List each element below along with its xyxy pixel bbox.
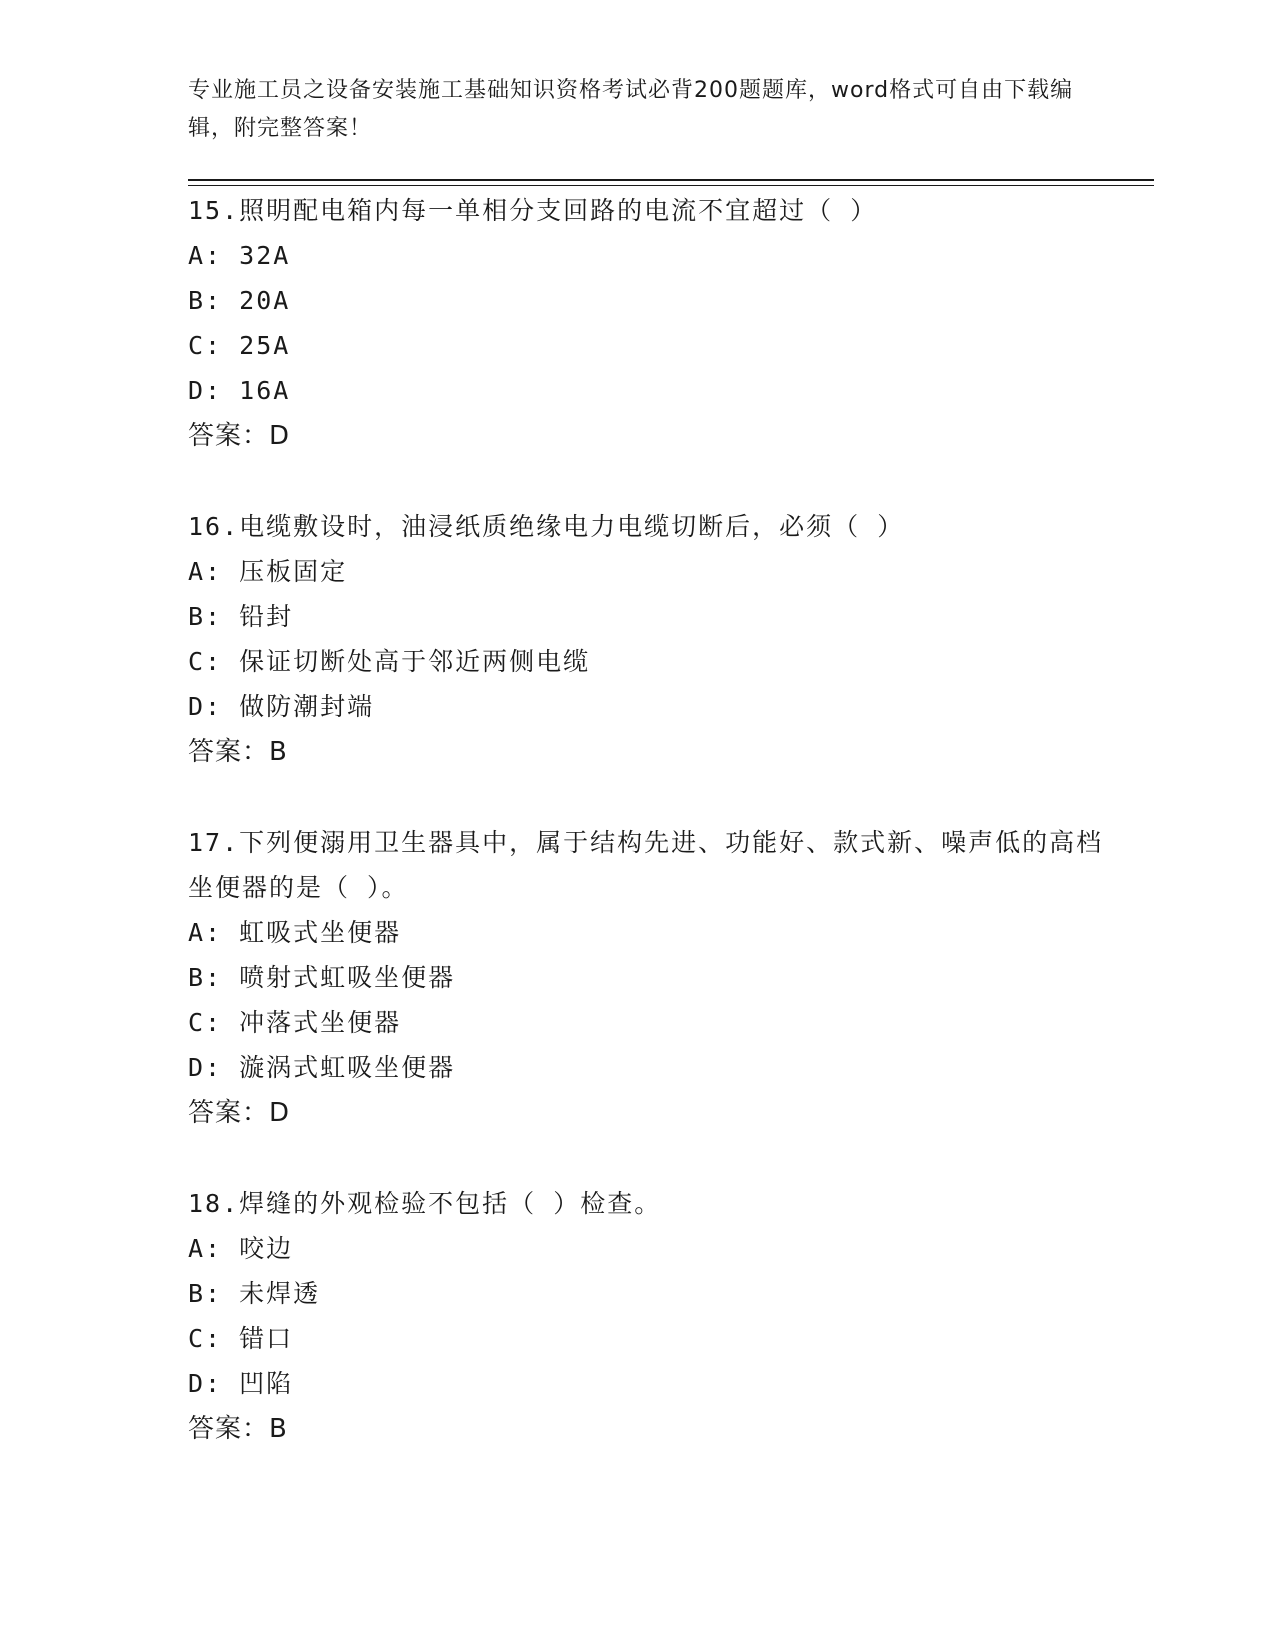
question-list: [188, 188, 1108, 1497]
option-c: C: 25A: [188, 331, 291, 360]
question-stem: 18.焊缝的外观检验不包括（ ）检查。: [188, 1189, 662, 1218]
option-d: D: 做防潮封端: [188, 692, 375, 721]
question-stem: 15.照明配电箱内每一单相分支回路的电流不宜超过（ ）: [188, 196, 878, 225]
option-d: D: 凹陷: [188, 1369, 294, 1398]
option-d: D: 16A: [188, 376, 291, 405]
option-b: B: 铅封: [188, 602, 294, 631]
option-b: B: 喷射式虹吸坐便器: [188, 963, 456, 992]
answer-line: 答案：B: [188, 1414, 288, 1444]
header-divider-thin: [188, 185, 1154, 186]
option-b: B: 20A: [188, 286, 291, 315]
option-a: A: 咬边: [188, 1234, 294, 1263]
question-stem: 16.电缆敷设时，油浸纸质绝缘电力电缆切断后，必须（ ）: [188, 512, 905, 541]
option-c: C: 保证切断处高于邻近两侧电缆: [188, 647, 591, 676]
option-a: A: 32A: [188, 241, 291, 270]
question-16: [188, 504, 1108, 775]
option-c: C: 错口: [188, 1324, 294, 1353]
question-stem: 17.下列便溺用卫生器具中，属于结构先进、功能好、款式新、噪声低的高档坐便器的是（ ）。: [188, 828, 1104, 902]
option-b: B: 未焊透: [188, 1279, 321, 1308]
option-a: A: 虹吸式坐便器: [188, 918, 402, 947]
option-d: D: 漩涡式虹吸坐便器: [188, 1053, 456, 1082]
answer-line: 答案：B: [188, 737, 288, 767]
question-18: [188, 1181, 1108, 1452]
header-divider-thick: [188, 179, 1154, 181]
option-c: C: 冲落式坐便器: [188, 1008, 402, 1037]
question-17: [188, 820, 1108, 1136]
option-a: A: 压板固定: [188, 557, 348, 586]
document-header: 专业施工员之设备安装施工基础知识资格考试必背200题题库，word格式可自由下载编辑，附完整答案！: [188, 78, 1074, 141]
question-15: [188, 188, 1108, 459]
answer-line: 答案：D: [188, 1098, 291, 1128]
answer-line: 答案：D: [188, 421, 291, 451]
